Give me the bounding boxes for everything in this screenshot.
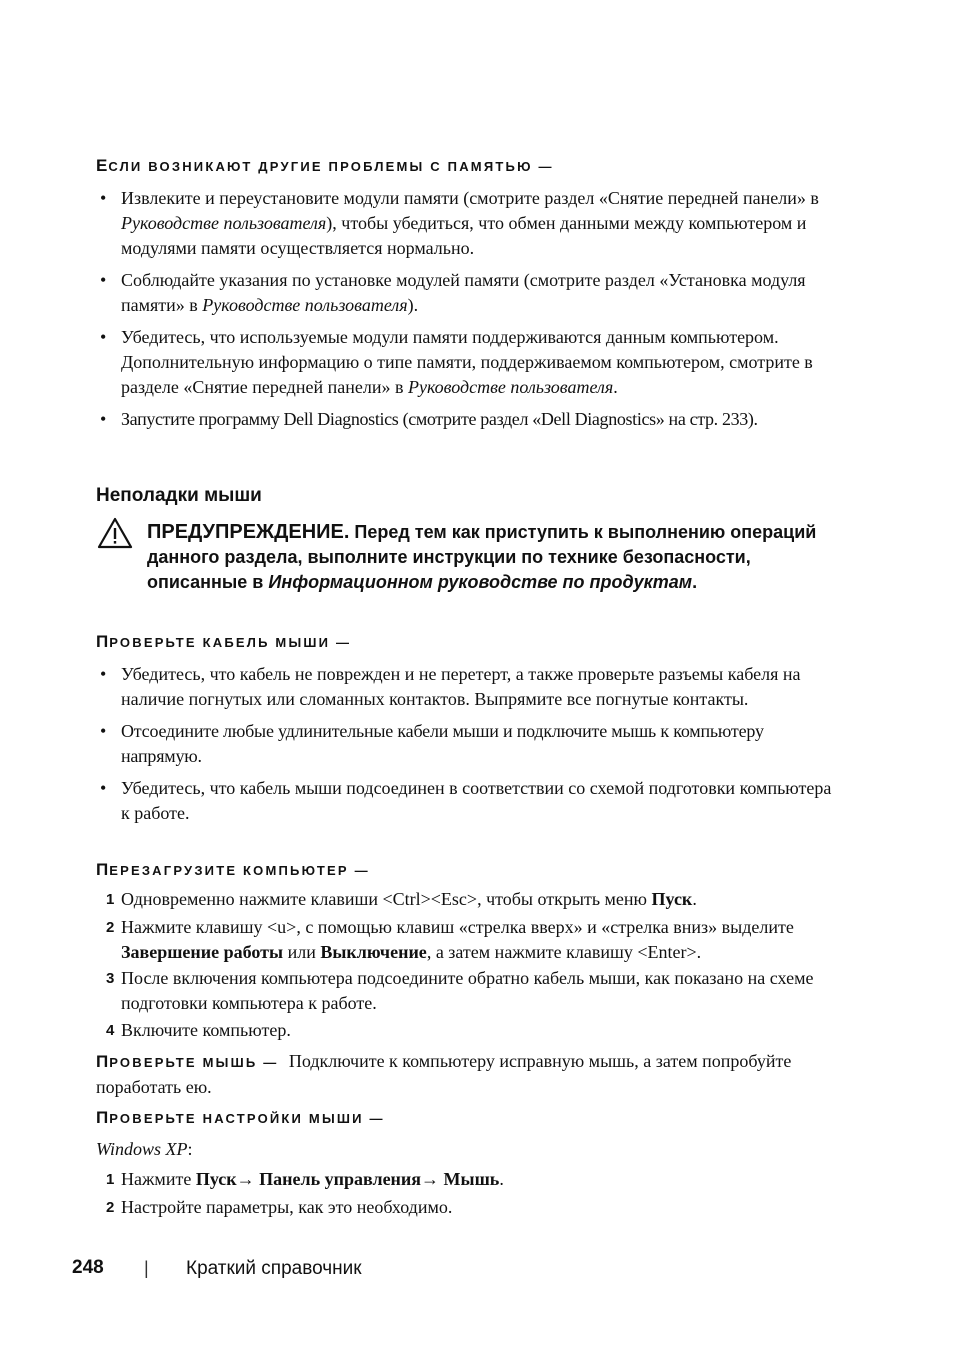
os-label: Windows XP: xyxy=(96,1139,193,1159)
bullet-dot: • xyxy=(100,188,107,208)
list-item: • Убедитесь, что используемые модули памяти поддерживаются данным компьютером. Дополнительную информацию о типе памяти, поддерживаемом компьютером, смотрите в разделе «Снятие передней панели» в Руководстве пользователя. xyxy=(100,327,813,397)
footer-separator: | xyxy=(144,1258,149,1278)
check-cable-heading: ПРОВЕРЬТЕ КАБЕЛЬ МЫШИ — xyxy=(96,632,352,651)
page-number: 248 xyxy=(72,1257,104,1278)
list-item: 1 Одновременно нажмите клавиши <Ctrl><Esc>, чтобы открыть меню Пуск. xyxy=(106,889,697,909)
list-item: • Убедитесь, что кабель мыши подсоединен в соответствии со схемой подготовки компьютера к работе. xyxy=(100,778,832,823)
list-item: • Убедитесь, что кабель не поврежден и не перетерт, а также проверьте разъемы кабеля на наличие погнутых или сломанных контактов. Выпрямите все погнутые контакты. xyxy=(100,664,801,709)
list-item: 1 Нажмите Пуск→ Панель управления→ Мышь. xyxy=(106,1169,504,1189)
list-item: • Соблюдайте указания по установке модулей памяти (смотрите раздел «Установка модуля памяти» в Руководстве пользователя). xyxy=(100,270,806,315)
list-item: • Отсоедините любые удлинительные кабели мыши и подключите мышь к компьютеру напрямую. xyxy=(100,721,764,766)
list-item: 4 Включите компьютер. xyxy=(106,1020,291,1040)
bullet-dot: • xyxy=(100,409,106,429)
restart-heading: ПЕРЕЗАГРУЗИТЕ КОМПЬЮТЕР — xyxy=(96,860,370,879)
warning-label: ПРЕДУПРЕЖДЕНИЕ. xyxy=(147,521,350,543)
warning-triangle-icon xyxy=(97,517,133,554)
bullet-dot: • xyxy=(100,721,107,741)
check-mouse-heading: ПРОВЕРЬТЕ МЫШЬ — xyxy=(96,1052,279,1071)
list-item: • Извлеките и переустановите модули памяти (смотрите раздел «Снятие передней панели» в Руководстве пользователя), чтобы убедиться, что обмен данными между компьютером и модулями памяти осуществляется нормально. xyxy=(100,188,819,258)
bullet-dot: • xyxy=(100,778,107,798)
footer-title: Краткий справочник xyxy=(186,1258,362,1279)
list-item: • Запустите программу Dell Diagnostics (смотрите раздел «Dell Diagnostics» на стр. 233). xyxy=(96,407,836,432)
cable-bullet-list xyxy=(96,662,836,826)
bullet-dot: • xyxy=(100,270,107,290)
check-mouse-paragraph: ПРОВЕРЬТЕ МЫШЬ — Подключите к компьютеру исправную мышь, а затем попробуйте поработать ею. xyxy=(96,1051,792,1097)
list-item: 2 Настройте параметры, как это необходимо. xyxy=(106,1197,453,1217)
bullet-dot: • xyxy=(100,327,107,347)
bullet-dot: • xyxy=(100,664,107,684)
mouse-settings-heading: ПРОВЕРЬТЕ НАСТРОЙКИ МЫШИ — xyxy=(96,1108,385,1127)
list-item: 3 После включения компьютера подсоедините обратно кабель мыши, как показано на схеме подготовки компьютера к работе. xyxy=(106,968,814,1013)
warning-text: ПРЕДУПРЕЖДЕНИЕ. Перед тем как приступить к выполнению операций данного раздела, выполните инструкции по технике безопасности, описанные в Информационном руководстве по продуктам. xyxy=(147,521,817,592)
memory-bullet-list xyxy=(96,186,836,432)
list-item: 2 Нажмите клавишу <u>, с помощью клавиш «стрелка вверх» и «стрелка вниз» выделите Завершение работы или Выключение, а затем нажмите клавишу <Enter>. xyxy=(106,917,794,962)
memory-problems-heading: ЕСЛИ ВОЗНИКАЮТ ДРУГИЕ ПРОБЛЕМЫ С ПАМЯТЬЮ — xyxy=(96,156,554,175)
section-title: Неполадки мыши xyxy=(96,485,262,506)
